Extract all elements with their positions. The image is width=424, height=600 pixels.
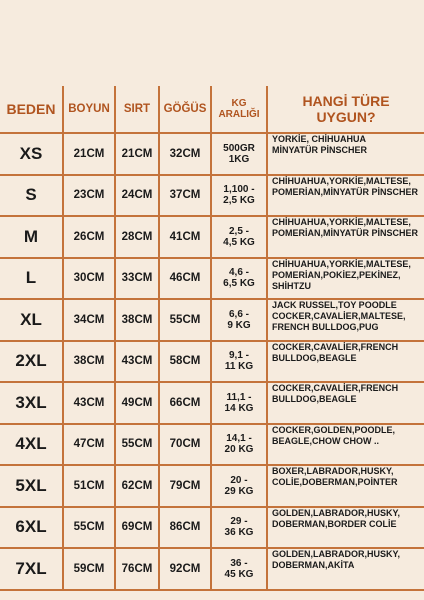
kg-cell [212, 217, 266, 257]
gogus-cell: 86CM [169, 521, 201, 534]
kg-cell [212, 300, 266, 340]
breed-line: DOBERMAN,BORDER COLİE [272, 518, 397, 529]
table-row [0, 300, 424, 342]
table-row [0, 549, 424, 591]
kg-range-line: 29 - [230, 516, 248, 528]
gogus-cell: 46CM [169, 272, 201, 285]
breed-line: JACK RUSSEL,TOY POODLE [272, 300, 397, 310]
breeds-cell [268, 259, 424, 299]
size-cell: XS [19, 143, 43, 163]
kg-cell [212, 466, 266, 506]
kg-range-line: 4,5 KG [223, 236, 255, 248]
kg-range-line: 36 - [230, 557, 248, 569]
size-cell: 5XL [15, 475, 47, 495]
breed-line: FRENCH BULLDOG,PUG [272, 322, 379, 332]
kg-range-line: 2,5 - [228, 225, 249, 237]
kg-cell [212, 176, 266, 216]
breed-line: MİNYATÜR PİNSCHER [272, 145, 368, 155]
breeds-cell [268, 342, 424, 382]
breeds-cell [268, 134, 424, 174]
gogus-cell: 37CM [169, 189, 201, 202]
boyun-cell: 59CM [73, 562, 105, 575]
header-hangi-line2: UYGUN? [316, 109, 376, 125]
breeds-cell [268, 176, 424, 216]
kg-range-line: 36 KG [224, 527, 254, 539]
boyun-cell: 26CM [73, 230, 105, 243]
gogus-cell: 41CM [169, 230, 201, 243]
kg-range-line: 20 KG [224, 444, 254, 456]
kg-range-line: 6,5 KG [223, 278, 255, 290]
size-cell: 6XL [15, 517, 47, 537]
breed-line: COCKER,CAVALİER,MALTESE, [272, 311, 406, 321]
breeds-cell [268, 300, 424, 340]
breed-line: SHİHTZU [272, 280, 311, 291]
table-row [0, 259, 424, 301]
table-row [0, 134, 424, 176]
kg-range-line: 4,6 - [228, 267, 249, 279]
size-cell: M [23, 226, 39, 246]
header-hangi [268, 86, 424, 132]
breeds-cell [268, 217, 424, 257]
kg-range-line: 14,1 - [226, 433, 252, 445]
gogus-cell: 55CM [169, 313, 201, 326]
boyun-cell: 21CM [73, 147, 105, 160]
kg-cell [212, 508, 266, 548]
kg-cell [212, 549, 266, 589]
boyun-cell: 55CM [73, 521, 105, 534]
size-cell: 4XL [15, 434, 47, 454]
sirt-cell: 69CM [121, 521, 153, 534]
size-cell: 2XL [15, 351, 47, 371]
header-kg-line2: ARALIĞI [218, 109, 260, 120]
gogus-cell: 92CM [169, 562, 201, 575]
kg-range-line: 45 KG [224, 568, 254, 580]
header-gogus: GÖĞÜS [163, 103, 207, 115]
breed-line: BULLDOG,BEAGLE [272, 394, 357, 404]
breed-line: CHİHUAHUA,YORKİE,MALTESE, [272, 175, 411, 186]
header-sirt: SIRT [123, 103, 151, 115]
breed-line: COCKER,CAVALİER,FRENCH [272, 383, 399, 393]
kg-range-line: 9 KG [227, 319, 251, 331]
gogus-cell: 32CM [169, 147, 201, 160]
breed-line: COLİE,DOBERMAN,POİNTER [272, 477, 398, 487]
sirt-cell: 55CM [121, 438, 153, 451]
kg-cell [212, 425, 266, 465]
breed-line: COCKER,CAVALİER,FRENCH [272, 341, 399, 352]
breed-line: GOLDEN,LABRADOR,HUSKY, [272, 507, 401, 518]
sirt-cell: 21CM [121, 147, 153, 160]
gogus-cell: 58CM [169, 355, 201, 368]
table-row [0, 342, 424, 384]
breed-line: COCKER,GOLDEN,POODLE, [272, 424, 396, 435]
breed-line: GOLDEN,LABRADOR,HUSKY, [272, 549, 401, 559]
breed-line: BULLDOG,BEAGLE [272, 352, 357, 363]
boyun-cell: 43CM [73, 396, 105, 409]
header-hangi-line1: HANGİ TÜRE [302, 93, 390, 109]
kg-range-line: 11 KG [224, 361, 254, 373]
table-row [0, 425, 424, 467]
kg-range-line: 29 KG [224, 485, 254, 497]
breed-line: CHİHUAHUA,YORKİE,MALTESE, [272, 258, 411, 269]
kg-range-line: 1KG [228, 153, 250, 165]
kg-cell [212, 259, 266, 299]
breed-line: POMERİAN,POKİEZ,PEKİNEZ, [272, 269, 401, 280]
breed-line: POMERİAN,MİNYATÜR PİNSCHER [272, 186, 419, 197]
breed-line: BEAGLE,CHOW CHOW .. [272, 435, 379, 446]
breeds-cell [268, 508, 424, 548]
size-cell: 7XL [15, 558, 47, 578]
kg-cell [212, 383, 266, 423]
size-cell: 3XL [15, 392, 47, 412]
kg-range-line: 1,100 - [223, 184, 255, 196]
kg-cell [212, 342, 266, 382]
table-row [0, 383, 424, 425]
header-beden: BEDEN [6, 101, 56, 117]
breed-line: DOBERMAN,AKİTA [272, 560, 355, 570]
table-row [0, 508, 424, 550]
boyun-cell: 47CM [73, 438, 105, 451]
gogus-cell: 70CM [169, 438, 201, 451]
table-row [0, 176, 424, 218]
kg-cell [212, 134, 266, 174]
kg-range-line: 500GR [223, 142, 255, 154]
gogus-cell: 79CM [169, 479, 201, 492]
breeds-cell [268, 383, 424, 423]
size-cell: S [25, 185, 37, 205]
header-kg [212, 86, 266, 132]
breeds-cell [268, 466, 424, 506]
size-cell: L [25, 268, 37, 288]
boyun-cell: 51CM [73, 479, 105, 492]
breed-line: POMERİAN,MİNYATÜR PİNSCHER [272, 228, 419, 238]
breed-line: BOXER,LABRADOR,HUSKY, [272, 466, 394, 476]
breeds-cell [268, 425, 424, 465]
breeds-cell [268, 549, 424, 589]
table-row [0, 466, 424, 508]
kg-range-line: 6,6 - [228, 308, 249, 320]
gogus-cell: 66CM [169, 396, 201, 409]
kg-range-line: 11,1 - [226, 391, 252, 403]
sirt-cell: 24CM [121, 189, 153, 202]
sirt-cell: 43CM [121, 355, 153, 368]
sirt-cell: 49CM [121, 396, 153, 409]
sirt-cell: 62CM [121, 479, 153, 492]
kg-range-line: 14 KG [224, 402, 254, 414]
sirt-cell: 28CM [121, 230, 153, 243]
breed-line: YORKİE, CHİHUAHUA [272, 134, 367, 144]
sirt-cell: 33CM [121, 272, 153, 285]
header-kg-line1: KG [231, 98, 247, 109]
kg-range-line: 2,5 KG [223, 195, 255, 207]
size-cell: XL [20, 309, 42, 329]
boyun-cell: 34CM [73, 313, 105, 326]
table-row [0, 217, 424, 259]
boyun-cell: 30CM [73, 272, 105, 285]
sirt-cell: 76CM [121, 562, 153, 575]
header-row [0, 86, 424, 134]
header-boyun: BOYUN [68, 103, 110, 115]
boyun-cell: 38CM [73, 355, 105, 368]
kg-range-line: 20 - [230, 474, 248, 486]
sirt-cell: 38CM [121, 313, 153, 326]
boyun-cell: 23CM [73, 189, 105, 202]
breed-line: CHİHUAHUA,YORKİE,MALTESE, [272, 217, 411, 227]
kg-range-line: 9,1 - [228, 350, 249, 362]
